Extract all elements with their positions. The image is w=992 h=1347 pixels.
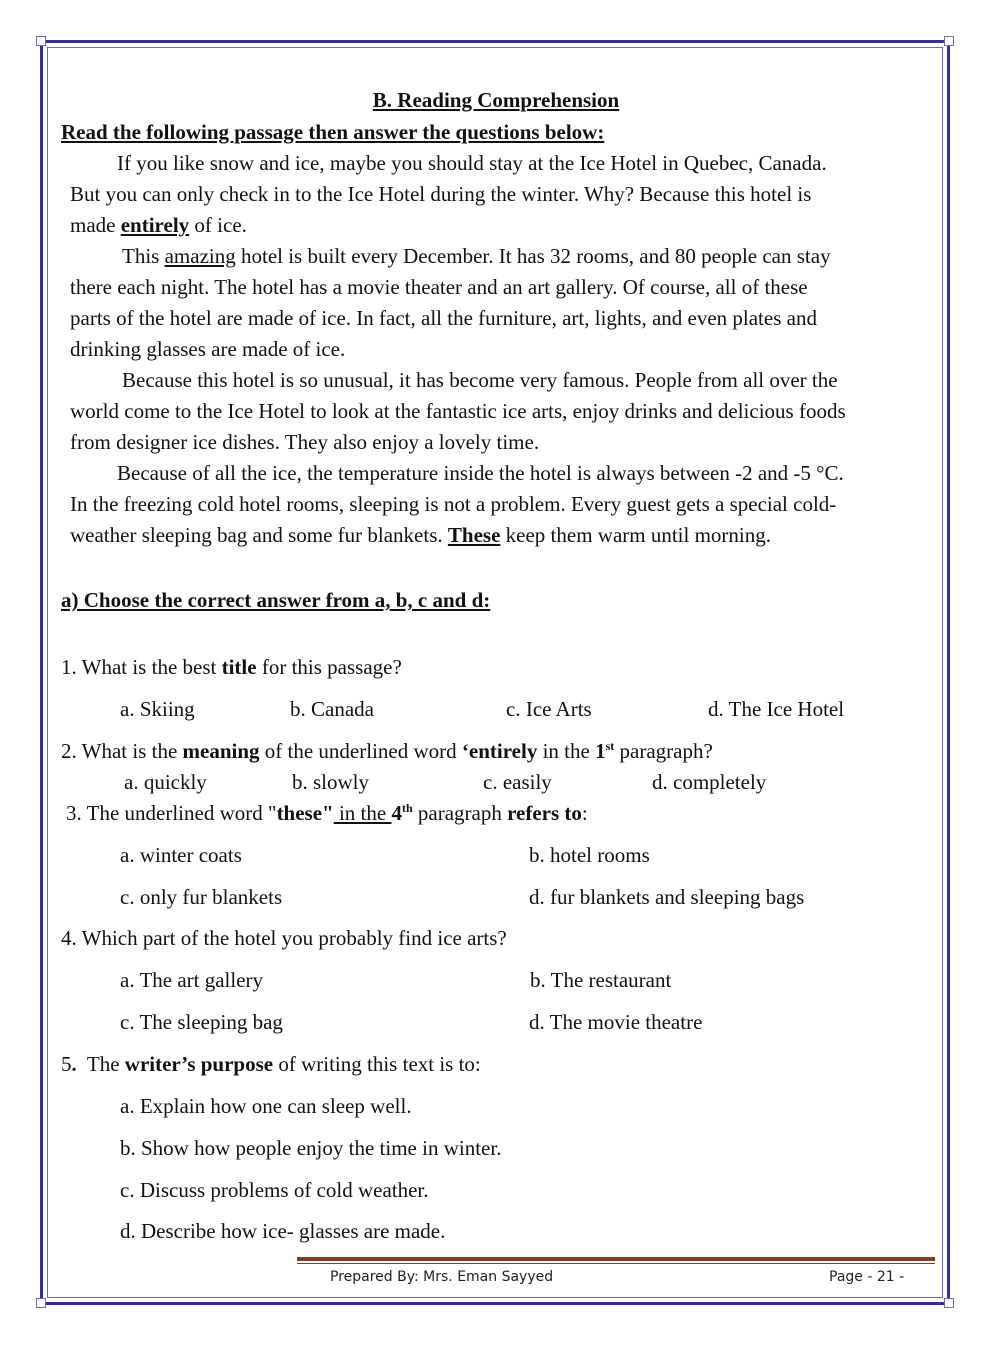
superscript: st [605,739,615,753]
text-run: paragraph [412,801,508,825]
passage-line: In the freezing cold hotel rooms, sleeping is not a problem. Every guest gets a special cold- [70,492,837,516]
border-corner [36,36,46,46]
footer-author: Prepared By: Mrs. Eman Sayyed [330,1269,554,1285]
text-run: in the [333,801,392,825]
passage-line: world come to the Ice Hotel to look at the fantastic ice arts, enjoy drinks and delicious foods [70,399,846,423]
text-run-bold: refers to [507,801,582,825]
section-title: B. Reading Comprehension [372,88,620,112]
text-run-bold: 4 [391,801,402,825]
passage-line: there each night. The hotel has a movie theater and an art gallery. Of course, all of these [70,275,808,299]
passage-line: parts of the hotel are made of ice. In fact, all the furniture, art, lights, and even plates and [70,306,817,330]
question-5 [61,1052,481,1076]
text-run: 1. What is the best [61,655,222,679]
text-run: of writing this text is to: [273,1052,481,1076]
text-run-bold: writer’s purpose [124,1052,274,1076]
text-run: hotel is built every December. It has 32 rooms, and 80 people can stay [235,244,831,268]
text-run: 5 [61,1052,72,1076]
q5-option-c[interactable]: c. Discuss problems of cold weather. [120,1178,429,1202]
q2-option-d[interactable]: d. completely [652,770,767,794]
passage-line [70,213,247,237]
text-run: weather sleeping bag and some fur blankets. [70,523,448,547]
border-corner [944,36,954,46]
text-run-bold: ‘entirely [461,739,538,763]
text-run: keep them warm until morning. [500,523,772,547]
part-a-heading: a) Choose the correct answer from a, b, c and d: [61,588,491,612]
text-run: This [122,244,165,268]
passage-line: But you can only check in to the Ice Hotel during the winter. Why? Because this hotel is [70,182,812,206]
text-run-bold: meaning [182,739,260,763]
q5-option-a[interactable]: a. Explain how one can sleep well. [120,1094,412,1118]
passage-line: Because this hotel is so unusual, it has become very famous. People from all over the [122,368,838,392]
passage-line: If you like snow and ice, maybe you should stay at the Ice Hotel in Quebec, Canada. [117,151,827,175]
q1-option-b[interactable]: b. Canada [290,697,374,721]
q4-option-a[interactable]: a. The art gallery [120,968,264,992]
text-run-bold: . [71,1052,77,1076]
border-corner [36,1298,46,1308]
q4-option-c[interactable]: c. The sleeping bag [120,1010,283,1034]
q5-option-b[interactable]: b. Show how people enjoy the time in winter. [120,1136,502,1160]
q3-option-a[interactable]: a. winter coats [120,843,242,867]
text-run-bold: these" [276,801,334,825]
q4-option-d[interactable]: d. The movie theatre [529,1010,703,1034]
text-run: in the [537,739,596,763]
underlined-word-entirely: entirely [120,213,190,237]
q4-option-b[interactable]: b. The restaurant [530,968,672,992]
q1-option-c[interactable]: c. Ice Arts [506,697,592,721]
footer-page-number: Page - 21 - [829,1269,905,1285]
question-4: 4. Which part of the hotel you probably find ice arts? [61,926,507,950]
q2-option-a[interactable]: a. quickly [124,770,207,794]
q1-option-a[interactable]: a. Skiing [120,697,195,721]
instruction: Read the following passage then answer the questions below: [61,120,605,144]
underlined-word-these: These [447,523,501,547]
text-run: The [76,1052,125,1076]
question-3 [66,801,588,825]
passage-line [122,244,831,268]
q5-option-d[interactable]: d. Describe how ice- glasses are made. [120,1219,446,1243]
q3-option-d[interactable]: d. fur blankets and sleeping bags [529,885,805,909]
footer-rule [297,1257,935,1261]
q3-option-b[interactable]: b. hotel rooms [529,843,650,867]
text-run: for this passage? [256,655,402,679]
q1-option-d[interactable]: d. The Ice Hotel [708,697,845,721]
border-corner [944,1298,954,1308]
text-run: of the underlined word [259,739,462,763]
text-run-bold: 1 [595,739,606,763]
text-run: paragraph? [614,739,713,763]
superscript: th [401,801,413,815]
text-run-bold: title [221,655,257,679]
passage-line: drinking glasses are made of ice. [70,337,346,361]
text-run: 3. The underlined word " [66,801,277,825]
question-1 [61,655,402,679]
q2-option-b[interactable]: b. slowly [292,770,370,794]
passage-line: Because of all the ice, the temperature inside the hotel is always between -2 and -5 °C. [117,461,844,485]
passage-line [70,523,771,547]
footer-rule-thin [297,1263,935,1264]
text-run: of ice. [189,213,247,237]
question-2 [61,739,713,763]
q3-option-c[interactable]: c. only fur blankets [120,885,283,909]
passage-line: from designer ice dishes. They also enjoy a lovely time. [70,430,540,454]
text-run: made [70,213,121,237]
text-run: : [581,801,588,825]
text-run: 2. What is the [61,739,183,763]
q2-option-c[interactable]: c. easily [483,770,552,794]
underlined-word-amazing: amazing [164,244,236,268]
